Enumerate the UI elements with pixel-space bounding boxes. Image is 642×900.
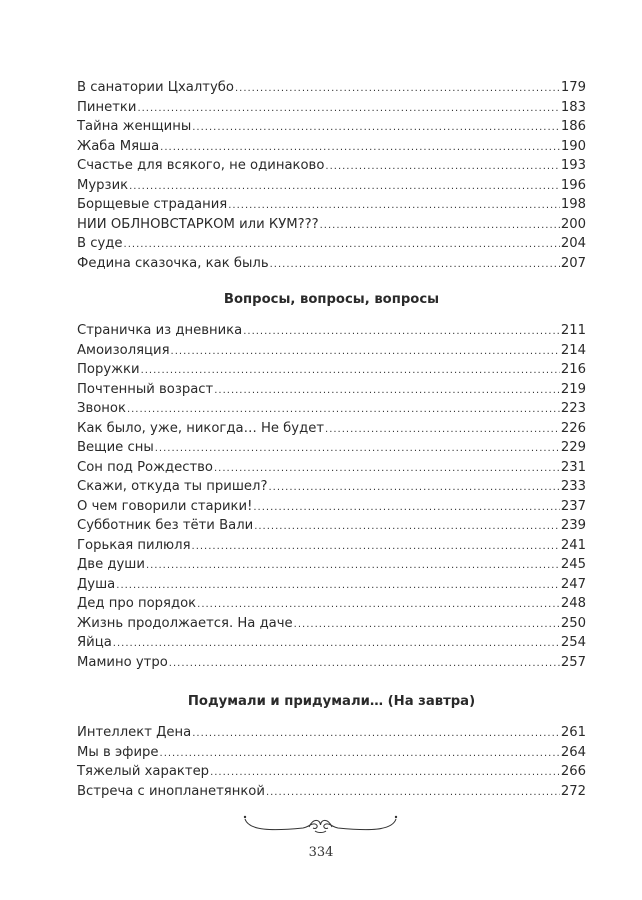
entry-page: 239 bbox=[560, 518, 586, 533]
entry-title: Амоизоляция bbox=[77, 342, 170, 358]
entry-title: Горькая пилюля bbox=[77, 537, 191, 553]
toc-entry bbox=[77, 215, 586, 235]
entry-page: 229 bbox=[560, 440, 586, 455]
entry-title: Борщевые страдания bbox=[77, 197, 228, 212]
leader-dots bbox=[214, 459, 560, 479]
entry-title: Тайна женщины bbox=[77, 119, 192, 134]
entry-title: Почтенный возраст bbox=[77, 381, 214, 397]
leader-dots bbox=[192, 537, 560, 557]
entry-page: 216 bbox=[560, 362, 586, 377]
toc-entry bbox=[77, 555, 586, 575]
toc-entry bbox=[77, 341, 586, 361]
entry-page: 250 bbox=[560, 615, 586, 631]
entry-title: Встреча с инопланетянкой bbox=[77, 783, 265, 799]
entry-page: 186 bbox=[560, 119, 586, 134]
entry-page: 266 bbox=[560, 764, 586, 779]
leader-dots bbox=[155, 439, 560, 459]
leader-dots bbox=[254, 517, 560, 537]
entry-title: Яйца bbox=[77, 635, 112, 650]
leader-dots bbox=[160, 138, 560, 158]
toc-entry bbox=[77, 399, 586, 419]
toc-entry bbox=[77, 98, 586, 118]
leader-dots bbox=[192, 118, 560, 138]
toc-entry bbox=[77, 234, 586, 254]
leader-dots bbox=[146, 556, 560, 576]
entry-page: 183 bbox=[560, 99, 586, 115]
toc-entry bbox=[77, 477, 586, 497]
entry-title: Сон под Рождество bbox=[77, 459, 213, 475]
entry-title: Мы в эфире bbox=[77, 744, 159, 760]
leader-dots bbox=[129, 177, 560, 197]
leader-dots bbox=[214, 381, 560, 401]
entry-title: Вещие сны bbox=[77, 440, 154, 455]
leader-dots bbox=[243, 322, 560, 342]
entry-title: Дед про порядок bbox=[77, 596, 197, 611]
entry-page: 198 bbox=[560, 197, 586, 212]
leader-dots bbox=[270, 255, 560, 275]
entry-title: Федина сказочка, как быль bbox=[77, 255, 269, 271]
leader-dots bbox=[294, 615, 560, 635]
toc-entry bbox=[77, 497, 586, 517]
entry-page: 272 bbox=[560, 783, 586, 799]
leader-dots bbox=[228, 196, 560, 216]
leader-dots bbox=[124, 235, 560, 255]
entry-title: Пинетки bbox=[77, 99, 137, 115]
entry-page: 179 bbox=[560, 80, 586, 95]
leader-dots bbox=[113, 634, 560, 654]
entry-page: 193 bbox=[560, 158, 586, 173]
toc-entry bbox=[77, 516, 586, 536]
entry-title: Звонок bbox=[77, 401, 126, 416]
toc-entry bbox=[77, 614, 586, 634]
toc-entry bbox=[77, 594, 586, 614]
entry-page: 233 bbox=[560, 479, 586, 494]
entry-page: 245 bbox=[560, 557, 586, 572]
entry-page: 207 bbox=[560, 255, 586, 271]
toc-entry bbox=[77, 156, 586, 176]
toc-entry bbox=[77, 360, 586, 380]
entry-title: НИИ ОБЛНОВСТАРКОМ или КУМ??? bbox=[77, 216, 319, 232]
entry-page: 190 bbox=[560, 138, 586, 154]
leader-dots bbox=[235, 79, 560, 99]
toc-entry bbox=[77, 78, 586, 98]
entry-page: 223 bbox=[560, 401, 586, 416]
toc-entry bbox=[77, 254, 586, 274]
leader-dots bbox=[325, 157, 559, 177]
toc-section-1 bbox=[77, 78, 586, 273]
leader-dots bbox=[197, 595, 560, 615]
leader-dots bbox=[192, 724, 560, 744]
entry-title: Мурзик bbox=[77, 177, 129, 193]
leader-dots bbox=[268, 478, 559, 498]
entry-page: 247 bbox=[560, 576, 586, 592]
entry-title: Страничка из дневника bbox=[77, 323, 243, 338]
entry-title: О чем говорили старики! bbox=[77, 498, 253, 514]
toc-entry bbox=[77, 536, 586, 556]
toc-entry bbox=[77, 575, 586, 595]
entry-page: 204 bbox=[560, 236, 586, 251]
toc-entry bbox=[77, 743, 586, 763]
toc-section-2 bbox=[77, 321, 586, 672]
toc-entry bbox=[77, 438, 586, 458]
entry-page: 248 bbox=[560, 596, 586, 611]
entry-page: 237 bbox=[560, 498, 586, 514]
entry-page: 261 bbox=[560, 725, 586, 740]
toc-entry bbox=[77, 176, 586, 196]
toc-entry bbox=[77, 458, 586, 478]
entry-page: 254 bbox=[560, 635, 586, 650]
toc-entry bbox=[77, 195, 586, 215]
entry-page: 211 bbox=[560, 323, 586, 338]
toc-entry bbox=[77, 321, 586, 341]
leader-dots bbox=[137, 99, 559, 119]
entry-title: Жаба Мяша bbox=[77, 138, 160, 154]
entry-title: В суде bbox=[77, 236, 123, 251]
entry-title: Скажи, откуда ты пришел? bbox=[77, 479, 268, 494]
entry-page: 264 bbox=[560, 744, 586, 760]
toc-entry bbox=[77, 762, 586, 782]
leader-dots bbox=[160, 744, 560, 764]
toc-entry bbox=[77, 633, 586, 653]
entry-page: 231 bbox=[560, 459, 586, 475]
page-number: 334 bbox=[308, 845, 334, 860]
entry-title: Интеллект Дена bbox=[77, 725, 192, 740]
toc-entry bbox=[77, 117, 586, 137]
toc-entry bbox=[77, 723, 586, 743]
leader-dots bbox=[127, 400, 560, 420]
entry-title: Жизнь продолжается. На даче bbox=[77, 615, 293, 631]
entry-title: Душа bbox=[77, 576, 116, 592]
section-heading: Вопросы, вопросы, вопросы bbox=[223, 292, 440, 307]
leader-dots bbox=[325, 420, 560, 440]
entry-page: 214 bbox=[560, 342, 586, 358]
toc-entry bbox=[77, 419, 586, 439]
entry-title: Мамино утро bbox=[77, 654, 168, 670]
leader-dots bbox=[266, 783, 560, 803]
entry-title: Субботник без тёти Вали bbox=[77, 518, 254, 533]
toc-entry bbox=[77, 380, 586, 400]
leader-dots bbox=[141, 361, 560, 381]
entry-title: В санатории Цхалтубо bbox=[77, 80, 234, 95]
entry-page: 200 bbox=[560, 216, 586, 232]
leader-dots bbox=[169, 654, 560, 674]
entry-title: Счастье для всякого, не одинаково bbox=[77, 158, 325, 173]
leader-dots bbox=[116, 576, 560, 596]
toc-entry bbox=[77, 653, 586, 673]
leader-dots bbox=[171, 342, 560, 362]
toc-section-3 bbox=[77, 723, 586, 801]
toc-entry bbox=[77, 782, 586, 802]
entry-page: 226 bbox=[560, 420, 586, 436]
entry-title: Две души bbox=[77, 557, 145, 572]
entry-title: Как было, уже, никогда… Не будет bbox=[77, 420, 325, 436]
ornament-divider bbox=[243, 815, 398, 843]
entry-title: Тяжелый характер bbox=[77, 764, 210, 779]
entry-title: Поружки bbox=[77, 362, 140, 377]
section-heading: Подумали и придумали… (На завтра) bbox=[187, 694, 476, 709]
leader-dots bbox=[210, 763, 560, 783]
entry-page: 219 bbox=[560, 381, 586, 397]
leader-dots bbox=[320, 216, 560, 236]
toc-entry bbox=[77, 137, 586, 157]
leader-dots bbox=[253, 498, 559, 518]
entry-page: 257 bbox=[560, 654, 586, 670]
entry-page: 196 bbox=[560, 177, 586, 193]
entry-page: 241 bbox=[560, 537, 586, 553]
